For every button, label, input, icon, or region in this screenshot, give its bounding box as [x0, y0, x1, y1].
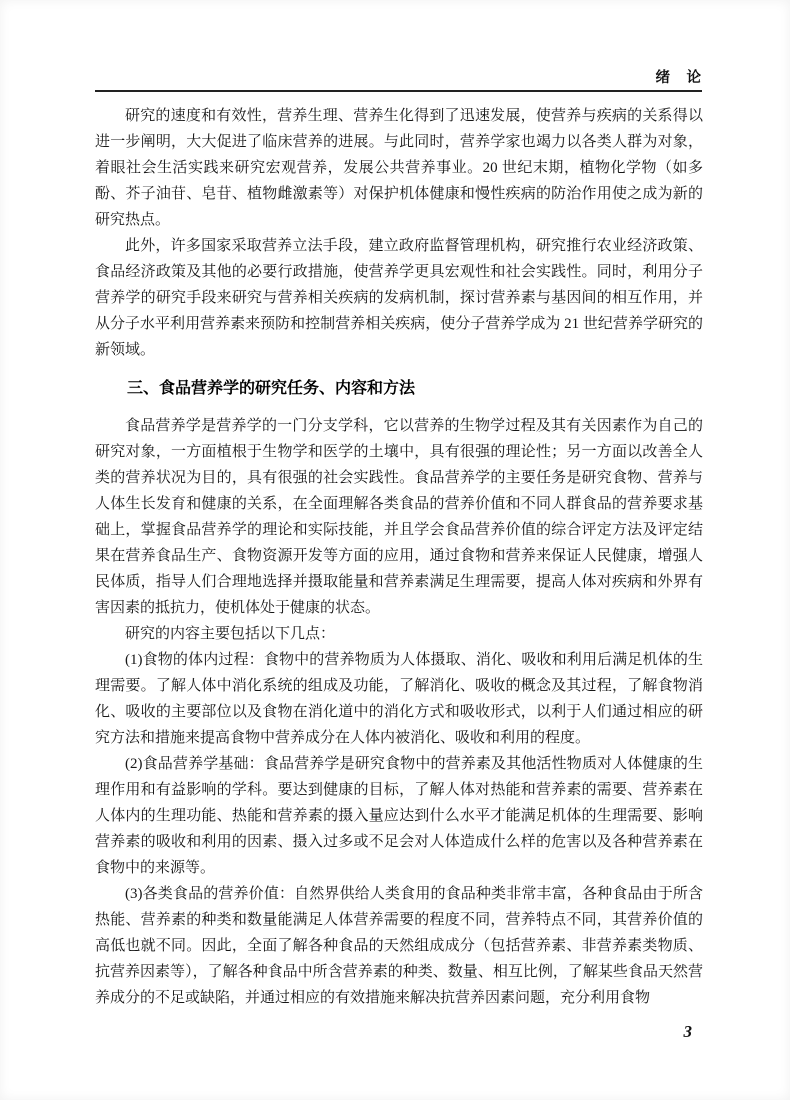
paragraph-3: 食品营养学是营养学的一门分支学科，它以营养的生物学过程及其有关因素作为自己的研究对象，一方面植根于生物学和医学的土壤中，具有很强的理论性；另一方面以改善全人类的营养状况为目的，具有很强的社会实践性。食品营养学的主要任务是研究食物、营养与人体生长发育和健康的关系，在全面理解各类食品的营养价值和不同人群食品的营养要求基础上，掌握食品营养学的理论和实际技能，并且学会食品营养价值的综合评定方法及评定结果在营养食品生产、食物资源开发等方面的应用，通过食物和营养来保证人民健康，增强人民体质，指导人们合理地选择并摄取能量和营养素满足生理需要，提高人体对疾病和外界有害因素的抵抗力，使机体处于健康的状态。	[95, 418, 703, 616]
paragraph-7-item-3: (3)各类食品的营养价值：自然界供给人类食用的食品种类非常丰富，各种食品由于所含热能、营养素的种类和数量能满足人体营养需要的程度不同，营养特点不同，其营养价值的高低也就不同。因此，全面了解各种食品的天然组成成分（包括营养素、非营养素类物质、抗营养因素等），了解各种食品中所含营养素的种类、数量、相互比例，了解某些食品天然营养成分的不足或缺陷，并通过相应的有效措施来解决抗营养因素问题，充分利用食物	[95, 886, 703, 1006]
paragraph-1: 研究的速度和有效性，营养生理、营养生化得到了迅速发展，使营养与疾病的关系得以进一步阐明，大大促进了临床营养的进展。与此同时，营养学家也竭力以各类人群为对象，着眼社会生活实践来研究宏观营养，发展公共营养事业。20 世纪末期，植物化学物（如多酚、芥子油苷、皂苷、植物雌激素等）对保护机体健康和慢性疾病的防治作用使之成为新的研究热点。	[95, 108, 703, 228]
running-head-chapter-title: 绪 论	[655, 70, 702, 86]
section-heading: 三、食品营养学的研究任务、内容和方法	[127, 380, 416, 397]
paragraph-5-item-1: (1)食物的体内过程：食物中的营养物质为人体摄取、消化、吸收和利用后满足机体的生理需要。了解人体中消化系统的组成及功能，了解消化、吸收的概念及其过程，了解食物消化、吸收的主要部位以及食物在消化道中的消化方式和吸收形式，以利于人们通过相应的研究方法和措施来提高食物中营养成分在人体内被消化、吸收和利用的程度。	[95, 652, 703, 746]
paragraph-4-intro-line: 研究的内容主要包括以下几点：	[125, 626, 336, 642]
paragraph-2: 此外，许多国家采取营养立法手段，建立政府监督管理机构，研究推行农业经济政策、食品经济政策及其他的必要行政措施，使营养学更具宏观性和社会实践性。同时，利用分子营养学的研究手段来研究与营养相关疾病的发病机制，探讨营养素与基因间的相互作用，并从分子水平利用营养素来预防和控制营养相关疾病，使分子营养学成为 21 世纪营养学研究的新领域。	[95, 238, 703, 358]
paragraph-6-item-2: (2)食品营养学基础：食品营养学是研究食物中的营养素及其他活性物质对人体健康的生理作用和有益影响的学科。要达到健康的目标，了解人体对热能和营养素的需要、营养素在人体内的生理功能、热能和营养素的摄入量应达到什么水平才能满足机体的生理需要、影响营养素的吸收和利用的因素、摄入过多或不足会对人体造成什么样的危害以及各种营养素在食物中的来源等。	[95, 756, 703, 876]
header-rule	[95, 90, 702, 92]
page-number: 3	[683, 1022, 692, 1041]
running-header	[95, 66, 702, 87]
page-body	[95, 103, 703, 1011]
